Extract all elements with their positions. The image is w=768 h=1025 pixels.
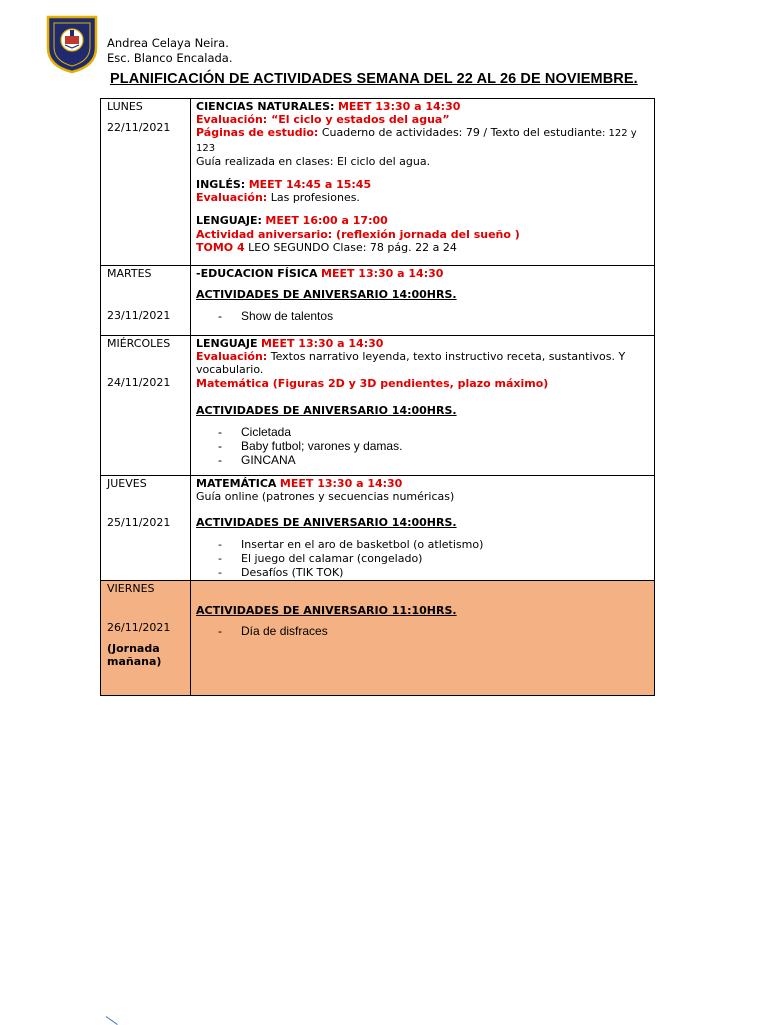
- day-cell: [101, 476, 191, 581]
- activities-list: [196, 538, 654, 580]
- meet-time: MEET 16:00 a 17:00: [265, 214, 388, 228]
- table-row-wednesday: [101, 336, 655, 476]
- table-row-tuesday: [101, 266, 655, 336]
- page-title: PLANIFICACIÓN DE ACTIVIDADES SEMANA DEL 22 AL 26 DE NOVIEMBRE.: [110, 71, 638, 87]
- day-cell: [101, 580, 191, 695]
- subject-label: MATEMÁTICA: [196, 477, 277, 490]
- evaluation-text: Las profesiones.: [270, 191, 360, 205]
- day-name: JUEVES: [107, 477, 147, 490]
- day-date: 25/11/2021: [107, 516, 171, 530]
- evaluation-text: Textos narrativo leyenda, texto instructivo receta, sustantivos. Y vocabulario.: [196, 350, 626, 377]
- list-item: - Cicletada: [216, 425, 654, 439]
- day-name: MIÉRCOLES: [107, 337, 171, 350]
- day-note: (Jornada mañana): [107, 642, 162, 669]
- activities-header: ACTIVIDADES DE ANIVERSARIO 14:00HRS.: [196, 516, 457, 530]
- list-item: - Baby futbol; varones y damas.: [216, 439, 654, 453]
- day-cell: [101, 266, 191, 336]
- activities-list: [196, 624, 654, 638]
- activities-header: ACTIVIDADES DE ANIVERSARIO 11:10HRS.: [196, 603, 457, 617]
- subject-label: LENGUAJE: [196, 337, 258, 350]
- day-content: [191, 336, 655, 476]
- study-pages-label: Páginas de estudio:: [196, 126, 319, 140]
- table-row-friday: [101, 580, 655, 695]
- author-name: Andrea Celaya Neira.: [107, 36, 229, 50]
- day-date: 22/11/2021: [107, 121, 171, 135]
- day-cell: [101, 336, 191, 476]
- day-name: LUNES: [107, 100, 143, 113]
- day-content: [191, 99, 655, 266]
- evaluation-label: Evaluación:: [196, 350, 268, 364]
- meet-time: MEET 13:30 a 14:30: [279, 477, 403, 490]
- list-item: - Desafíos (TIK TOK): [216, 566, 654, 580]
- list-item: - Show de talentos: [216, 309, 654, 323]
- subject-label: CIENCIAS NATURALES:: [196, 100, 335, 113]
- guide-text: Guía online (patrones y secuencias numéricas): [196, 490, 455, 504]
- anniversary-activity: Actividad aniversario: (reflexión jornada del sueño ): [196, 227, 520, 241]
- study-pages-extra: : 122 y 123: [196, 128, 637, 154]
- list-item: - El juego del calamar (congelado): [216, 552, 654, 566]
- meet-time: MEET 13:30 a 14:30: [337, 100, 461, 113]
- day-date: 23/11/2021: [107, 309, 171, 323]
- subject-label: LENGUAJE:: [196, 214, 262, 228]
- activities-header: ACTIVIDADES DE ANIVERSARIO 14:00HRS.: [196, 403, 457, 417]
- day-content: [191, 266, 655, 336]
- activities-header: ACTIVIDADES DE ANIVERSARIO 14:00HRS.: [196, 288, 457, 302]
- school-name: Esc. Blanco Encalada.: [107, 51, 233, 65]
- day-date: 26/11/2021: [107, 620, 171, 634]
- activities-list: [196, 309, 654, 323]
- day-date: 24/11/2021: [107, 376, 171, 390]
- meet-time: MEET 13:30 a 14:30: [260, 337, 384, 350]
- activities-list: [196, 425, 654, 467]
- table-row-monday: [101, 99, 655, 266]
- day-name: MARTES: [107, 267, 152, 280]
- subject-label: -EDUCACION FÍSICA: [196, 267, 318, 280]
- day-content: [191, 476, 655, 581]
- math-pending-note: Matemática (Figuras 2D y 3D pendientes, plazo máximo): [196, 376, 549, 390]
- tomo-label: TOMO 4: [196, 240, 245, 254]
- day-cell: [101, 99, 191, 266]
- day-content: [191, 580, 655, 695]
- evaluation-label: Evaluación:: [196, 113, 268, 127]
- school-crest-icon: [45, 14, 99, 74]
- evaluation-topic: “El ciclo y estados del agua”: [271, 113, 450, 127]
- table-row-thursday: [101, 476, 655, 581]
- meet-time: MEET 13:30 a 14:30: [321, 267, 444, 280]
- schedule-table: [100, 98, 655, 696]
- day-name: VIERNES: [107, 581, 155, 595]
- tomo-text: LEO SEGUNDO Clase: 78 pág. 22 a 24: [248, 240, 457, 254]
- list-item: - GINCANA: [216, 453, 654, 467]
- evaluation-label: Evaluación:: [196, 191, 268, 205]
- list-item: - Insertar en el aro de basketbol (o atletismo): [216, 538, 654, 552]
- study-pages-text: Cuaderno de actividades: 79 / Texto del estudiante: [321, 126, 602, 140]
- list-item: - Día de disfraces: [216, 624, 654, 638]
- subject-label: INGLÉS:: [196, 178, 246, 192]
- meet-time: MEET 14:45 a 15:45: [248, 178, 372, 192]
- guide-text: Guía realizada en clases: El ciclo del agua.: [196, 154, 431, 168]
- author-block: [107, 36, 233, 66]
